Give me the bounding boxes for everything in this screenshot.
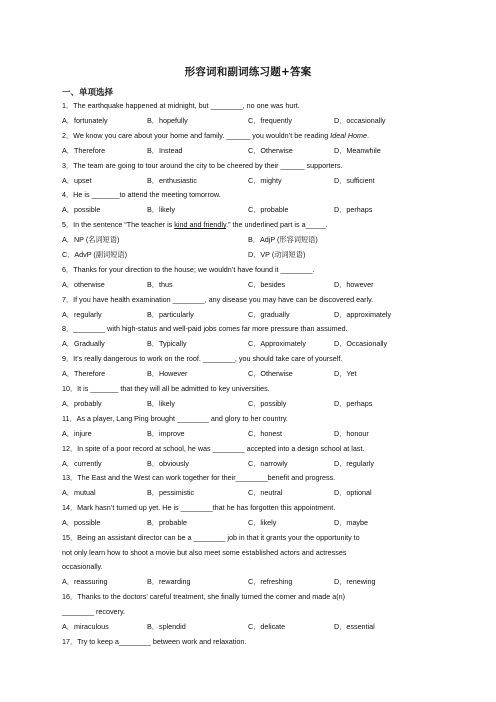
q11-option-d: D．honour [334,429,369,438]
q12-option-b: B．obviously [147,459,189,468]
q4-option-a: A．possible [62,205,101,214]
page-title: 形容词和副词练习题+答案 [184,66,312,78]
q4-option-b: B．likely [147,205,175,214]
q14-option-d: D．maybe [334,518,368,527]
question-16-line-1: 16．Thanks to the doctors’ careful treatment, she finally turned the corner and made a(n) [62,592,345,601]
q2-option-d: D．Meanwhile [334,146,381,155]
question-15-line-3: occasionally. [62,562,103,571]
question-4: 4．He is _______to attend the meeting tomorrow. [62,190,221,199]
q3-option-c: C．mighty [248,176,282,185]
q2-option-b: B．Instead [147,146,183,155]
q12-option-a: A．currently [62,459,102,468]
q6-option-c: C．besides [248,280,286,289]
q9-option-c: C．Otherwise [248,369,293,378]
question-16-line-2: ________ recovery. [62,607,125,616]
q5-option-c: C．AdvP (副词短语) [62,250,127,259]
q11-option-a: A．injure [62,429,92,438]
q3-option-a: A．upset [62,176,92,185]
section-heading: 一、单项选择 [62,88,114,98]
q15-option-d: D．renewing [334,577,376,586]
q8-option-c: C．Approximately [248,339,306,348]
q14-option-a: A．possible [62,518,101,527]
q3-option-d: D．sufficient [334,176,375,185]
q9-option-d: D．Yet [334,369,357,378]
q16-option-c: C．delicate [248,622,286,631]
question-3: 3．The team are going to tour around the city to be cheered by their ______ supporters. [62,161,343,170]
question-6: 6．Thanks for your direction to the house; we wouldn’t have found it ________. [62,265,315,274]
q1-option-a: A．fortunately [62,116,108,125]
q7-option-a: A．regularly [62,310,102,319]
question-15-line-1: 15．Being an assistant director can be a ________ job in that it grants your the opportunity to [62,533,360,542]
q16-option-d: D．essential [334,622,375,631]
q13-option-d: D．optional [334,488,372,497]
q14-option-b: B．probable [147,518,187,527]
question-17: 17．Try to keep a________ between work and relaxation. [62,637,247,646]
q10-option-a: A．probably [62,399,102,408]
q13-option-b: B．pessimistic [147,488,195,497]
q10-option-c: C．possibly [248,399,287,408]
q8-option-d: D．Occasionally [334,339,388,348]
q8-option-b: B．Typically [147,339,187,348]
q5-option-d: D．VP (动词短语) [248,250,306,259]
q12-option-d: D．regularly [334,459,374,468]
question-2: 2．We know you care about your home and family. ______ you wouldn’t be reading Ideal Home. [62,131,369,140]
question-9: 9．It’s really dangerous to work on the roof. ________, you should take care of yourself. [62,354,343,363]
q9-option-b: B．However [147,369,188,378]
question-8: 8．________ with high-status and well-paid jobs comes far more pressure than assumed. [62,324,348,333]
q8-option-a: A．Gradually [62,339,105,348]
q2-italic-title: Ideal Home [330,131,367,140]
question-7: 7．If you have health examination ________, any disease you may have can be discovered early. [62,295,374,304]
question-13: 13．The East and the West can work together for their________benefit and progress. [62,473,336,482]
q6-option-b: B．thus [147,280,173,289]
q2-option-c: C．Otherwise [248,146,293,155]
q14-option-c: C．likely [248,518,277,527]
q10-option-d: D．perhaps [334,399,373,408]
q4-option-c: C．probable [248,205,289,214]
q5-option-b: B．AdjP (形容词短语) [248,235,318,244]
q13-option-a: A．mutual [62,488,96,497]
q1-option-c: C．frequently [248,116,292,125]
q5-option-a: A．NP (名词短语) [62,235,120,244]
q7-option-d: D．approximately [334,310,392,319]
q1-option-b: B．hopefully [147,116,188,125]
q16-option-a: A．miraculous [62,622,109,631]
q7-option-b: B．particularly [147,310,194,319]
q6-option-d: D．however [334,280,374,289]
q3-option-b: B．enthusiastic [147,176,197,185]
q4-option-d: D．perhaps [334,205,373,214]
q11-option-b: B．improve [147,429,185,438]
q10-option-b: B．likely [147,399,175,408]
q15-option-b: B．rewarding [147,577,191,586]
question-10: 10．It is _______ that they will all be admitted to key universities. [62,384,270,393]
q12-option-c: C．narrowly [248,459,288,468]
question-14: 14．Mark hasn’t turned up yet. He is ________that he has forgotten this appointment. [62,503,336,512]
question-15-line-2: not only learn how to shoot a movie but also meet some established actors and actresses [62,548,347,557]
q16-option-b: B．splendid [147,622,186,631]
question-12: 12．In spite of a poor record at school, he was ________ accepted into a design school at last. [62,444,365,453]
q5-underlined-part: kind and friendly [174,220,227,229]
q7-option-c: C．gradually [248,310,290,319]
question-1: 1．The earthquake happened at midnight, but ________, no one was hurt. [62,101,300,110]
q15-option-c: C．refreshing [248,577,293,586]
q2-option-a: A．Therefore [62,146,106,155]
q11-option-c: C．honest [248,429,282,438]
q15-option-a: A．reassuring [62,577,108,586]
question-5: 5．In the sentence “The teacher is kind and friendly.” the underlined part is a_____. [62,220,328,229]
q9-option-a: A．Therefore [62,369,106,378]
q1-option-d: D．occasionally [334,116,386,125]
question-11: 11．As a player, Lang Ping brought ________ and glory to her country. [62,414,288,423]
q6-option-a: A．otherwise [62,280,105,289]
q13-option-c: C．neutral [248,488,283,497]
